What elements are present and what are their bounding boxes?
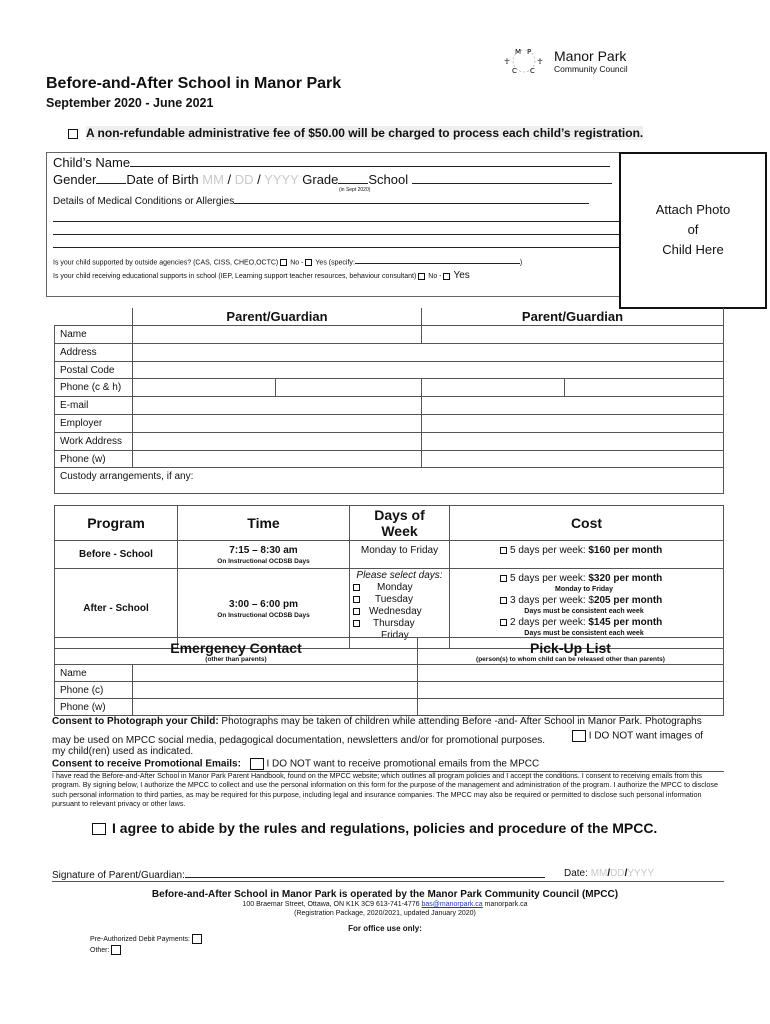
agree-checkbox[interactable] (92, 823, 106, 835)
other-row (90, 945, 124, 955)
date-dd[interactable]: DD (610, 868, 625, 879)
edu-no-checkbox[interactable] (418, 273, 425, 280)
parent2-name[interactable] (422, 326, 724, 344)
svg-text:M: M (515, 48, 522, 56)
agree-row (92, 820, 657, 836)
after-cost-3-text: 3 days per week: $ (510, 595, 594, 606)
time-header: Time (178, 506, 350, 541)
before-school-label: Before - School (55, 541, 178, 569)
after-cost-5-text: 5 days per week: (510, 573, 589, 584)
photo-opt-out-checkbox[interactable] (572, 730, 586, 742)
after-time: 3:00 – 6:00 pm (229, 598, 298, 610)
child-details-row: Gender Date of Birth MM / DD / YYYY Grade School (53, 172, 623, 187)
fee-notice (68, 126, 643, 140)
emergency-name[interactable] (133, 665, 418, 682)
gender-field[interactable] (96, 172, 126, 184)
svg-text:C: C (530, 67, 535, 75)
agencies-specify-field[interactable] (355, 263, 520, 264)
day-label: Tuesday (375, 594, 413, 605)
day-monday[interactable] (353, 582, 446, 594)
other-checkbox[interactable] (111, 945, 121, 955)
before-cost-text: 5 days per week: (510, 545, 589, 556)
parent-row-label: Employer (55, 415, 133, 433)
footer-address: 100 Braemar Street, Ottawa, ON K1K 3C9 613-741-4776 (242, 901, 422, 908)
parent1-employer[interactable] (133, 415, 422, 433)
parent-header-2: Parent/Guardian (422, 308, 724, 326)
consent-photo-text-2: may be used on MPCC social media, pedagogical documentation, newsletters and/or for promotional purposes. (52, 734, 546, 746)
office-use-label: For office use only: (348, 924, 422, 933)
medical-field[interactable] (234, 195, 589, 204)
consent-photo-text: Photographs may be taken of children while attending Before -and- After School in Manor Park. Photographs (218, 716, 702, 727)
program-table (54, 505, 724, 649)
emergency-note: (other than parents) (205, 656, 267, 663)
parent1-phone-w[interactable] (133, 451, 422, 468)
day-wednesday[interactable] (353, 606, 446, 618)
day-tuesday[interactable] (353, 594, 446, 606)
select-days-label: Please select days: (356, 570, 443, 581)
program-header: Program (55, 506, 178, 541)
emergency-header (55, 638, 418, 665)
school-field[interactable] (412, 172, 612, 184)
pickup-phone-c[interactable] (418, 682, 724, 699)
other-label: Other: (90, 946, 110, 954)
dob-label: Date of Birth (126, 172, 199, 187)
pickup-note: (person(s) to whom child can be released other than parents) (476, 656, 665, 663)
photo-label-1: Attach Photo (655, 202, 731, 217)
parent1-phone-c[interactable] (133, 379, 276, 397)
consent-photo-text-3: my child(ren) used as indicated. (52, 746, 194, 757)
signature-label: Signature of Parent/Guardian: (52, 870, 185, 881)
consent-photo (52, 716, 724, 772)
parent-table (54, 308, 724, 494)
parent2-work-address[interactable] (422, 433, 724, 451)
parent-address[interactable] (133, 344, 724, 362)
after-cost-2-checkbox[interactable] (500, 619, 507, 626)
after-cost-3-amount: 205 per month (593, 595, 663, 606)
day-checkbox[interactable] (353, 620, 360, 627)
footer-email-link[interactable]: bas@manorpark.ca (421, 901, 483, 908)
fee-notice-text: A non-refundable administrative fee of $50.00 will be charged to process each child’s registration. (86, 126, 644, 140)
parent1-email[interactable] (133, 397, 422, 415)
day-label: Monday (377, 582, 413, 593)
emergency-row-label: Phone (c) (55, 682, 133, 699)
after-school-label: After - School (55, 569, 178, 649)
medical-line-2[interactable] (53, 234, 619, 235)
photo-label-2: of (687, 222, 699, 237)
parent2-phone-h[interactable] (565, 379, 724, 397)
parent-row-label: Work Address (55, 433, 133, 451)
pickup-phone-w[interactable] (418, 699, 724, 716)
day-checkbox[interactable] (353, 584, 360, 591)
parent2-email[interactable] (422, 397, 724, 415)
emergency-phone-c[interactable] (133, 682, 418, 699)
consent-promo-title: Consent to receive Promotional Emails: (52, 758, 241, 770)
agencies-yes-checkbox[interactable] (305, 259, 312, 266)
logo (500, 44, 650, 78)
before-time: 7:15 – 8:30 am (229, 545, 298, 556)
parent1-name[interactable] (133, 326, 422, 344)
legal-text: I have read the Before-and-After School in Manor Park Parent Handbook, found on the MPCC website; which outlines all program policies and I accept the conditions. I consent to receiving emails from this program. By signing below, I authorize the MPCC to collect and use the personal information on this form for the purpose of the management and administration of the program. I authorize the MPCC to disclose such personal information to third parties, as may be required for this purpose, including legal and insurance companies. The MPCC may also be required or permitted to disclose such personal information pursuant to relevant privacy or other laws. (52, 771, 718, 808)
medical-label: Details of Medical Conditions or Allergies (53, 196, 235, 207)
agencies-row: Is your child supported by outside agencies? (CAS, CISS, CHEO,OCTC) No - Yes (specify: ) (53, 259, 523, 267)
photo-box[interactable] (619, 152, 767, 309)
custody-field[interactable] (55, 468, 724, 494)
before-cost (450, 541, 724, 569)
before-school-time (178, 541, 350, 569)
edu-support-row (53, 270, 623, 281)
photo-label-3: Child Here (662, 242, 724, 257)
custody-label: Custody arrangements, if any: (60, 471, 194, 482)
page-title: Before-and-After School in Manor Park (46, 75, 342, 92)
before-days: Monday to Friday (350, 541, 450, 569)
footer-package: (Registration Package, 2020/2021, updated January 2020) (294, 910, 476, 917)
photo-opt-out-label: I DO NOT want images of (588, 730, 704, 742)
logo-sub: Community Council (554, 64, 628, 74)
after-cost-5-amount: $320 per month (588, 573, 663, 584)
consent-photo-title: Consent to Photograph your Child: (52, 716, 219, 727)
pickup-header (418, 638, 724, 665)
parent-corner (55, 308, 133, 326)
medical-line-3[interactable] (53, 247, 619, 248)
page-subtitle: September 2020 - June 2021 (46, 96, 214, 110)
after-cost-2-text: 2 days per week: (510, 617, 589, 628)
grade-note: (in Sept 2020) (339, 187, 371, 193)
day-checkbox[interactable] (353, 596, 360, 603)
pad-checkbox[interactable] (192, 934, 202, 944)
edu-yes-checkbox[interactable] (443, 273, 450, 280)
after-cost-5-note: Monday to Friday (555, 586, 613, 593)
after-cost-2-amount: $145 per month (588, 617, 663, 628)
pickup-name[interactable] (418, 665, 724, 682)
agencies-yes-label: Yes (specify: (315, 259, 355, 267)
day-label: Thursday (373, 618, 415, 629)
parent-row-label: Postal Code (55, 362, 133, 379)
before-note: On Instructional OCDSB Days (217, 558, 310, 565)
parent2-phone-w[interactable] (422, 451, 724, 468)
signature-field[interactable] (185, 868, 545, 878)
promo-opt-out-label: I DO NOT want to receive promotional emails from the MPCC (266, 758, 540, 770)
parent-row-label: E-mail (55, 397, 133, 415)
after-cost-5-checkbox[interactable] (500, 575, 507, 582)
after-cost-2-note: Days must be consistent each week (524, 630, 644, 637)
svg-text:C: C (512, 67, 517, 75)
parent-row-label: Phone (w) (55, 451, 133, 468)
day-label: Friday (381, 630, 409, 641)
child-name-label: Child’s Name (53, 155, 131, 170)
day-label: Wednesday (369, 606, 422, 617)
parent1-phone-h[interactable] (276, 379, 422, 397)
footer-operated: Before-and-After School in Manor Park is operated by the Manor Park Community Council (MPCC) (151, 889, 619, 900)
fee-checkbox[interactable] (68, 129, 78, 139)
emergency-table (54, 637, 724, 716)
agencies-no-checkbox[interactable] (280, 259, 287, 266)
signature-row: Signature of Parent/Guardian: Date: MM/DD/YYYY (52, 868, 724, 882)
agencies-no-label: No - (290, 259, 304, 267)
date-mm[interactable]: MM (590, 868, 608, 879)
grade-label: Grade (302, 172, 339, 187)
cost-header: Cost (450, 506, 724, 541)
footer-website: manorpark.ca (482, 901, 528, 908)
emergency-row-label: Phone (w) (55, 699, 133, 716)
parent2-phone-c[interactable] (422, 379, 565, 397)
emergency-title: Emergency Contact (170, 640, 302, 656)
emergency-phone-w[interactable] (133, 699, 418, 716)
dob-mm[interactable]: MM (202, 172, 224, 187)
parent-postal-code[interactable] (133, 362, 724, 379)
medical-line-1[interactable] (53, 221, 619, 222)
gender-label: Gender (53, 172, 97, 187)
child-name-field[interactable] (130, 155, 610, 167)
emergency-row-label: Name (55, 665, 133, 682)
edu-support-question: Is your child receiving educational supports in school (IEP, Learning support teacher resources, behaviour consultant) (53, 273, 417, 280)
dob-yyyy[interactable]: YYYY (264, 172, 299, 187)
medical-row (53, 195, 623, 207)
logo-name: Manor Park (554, 48, 627, 64)
before-cost-amount: $160 per month (588, 545, 663, 556)
date-label: Date: (564, 868, 588, 879)
parent-row-label: Phone (c & h) (55, 379, 133, 397)
after-note: On Instructional OCDSB Days (217, 611, 310, 619)
grade-field[interactable] (338, 172, 368, 184)
edu-yes-label: Yes (453, 270, 470, 281)
svg-text:☥: ☥ (504, 57, 510, 66)
agree-label: I agree to abide by the rules and regulations, policies and procedure of the MPCC. (112, 820, 658, 836)
parent1-work-address[interactable] (133, 433, 422, 451)
agencies-question: Is your child supported by outside agencies? (CAS, CISS, CHEO,OCTC) (53, 259, 279, 267)
parent-row-label: Name (55, 326, 133, 344)
edu-no-label: No - (428, 273, 442, 280)
child-name-row (53, 155, 623, 170)
school-label: School (368, 172, 409, 187)
parent-header-1: Parent/Guardian (133, 308, 422, 326)
dob-dd[interactable]: DD (234, 172, 254, 187)
pad-label: Pre-Authorized Debit Payments: (90, 935, 190, 943)
day-checkbox[interactable] (353, 608, 360, 615)
day-thursday[interactable] (353, 618, 446, 630)
svg-text:☥: ☥ (537, 57, 543, 66)
pickup-title: Pick-Up List (530, 640, 611, 656)
parent2-employer[interactable] (422, 415, 724, 433)
date-yyyy[interactable]: YYYY (627, 868, 655, 879)
footer-address-row (0, 901, 770, 908)
days-header: Days of Week (350, 506, 450, 541)
svg-text:P: P (527, 48, 532, 56)
after-cost-3-checkbox[interactable] (500, 597, 507, 604)
promo-opt-out-checkbox[interactable] (250, 758, 264, 770)
logo-icon (500, 44, 548, 78)
parent-row-label: Address (55, 344, 133, 362)
after-cost-3-note: Days must be consistent each week (524, 608, 644, 615)
pad-row (90, 934, 205, 944)
before-cost-checkbox[interactable] (500, 547, 507, 554)
